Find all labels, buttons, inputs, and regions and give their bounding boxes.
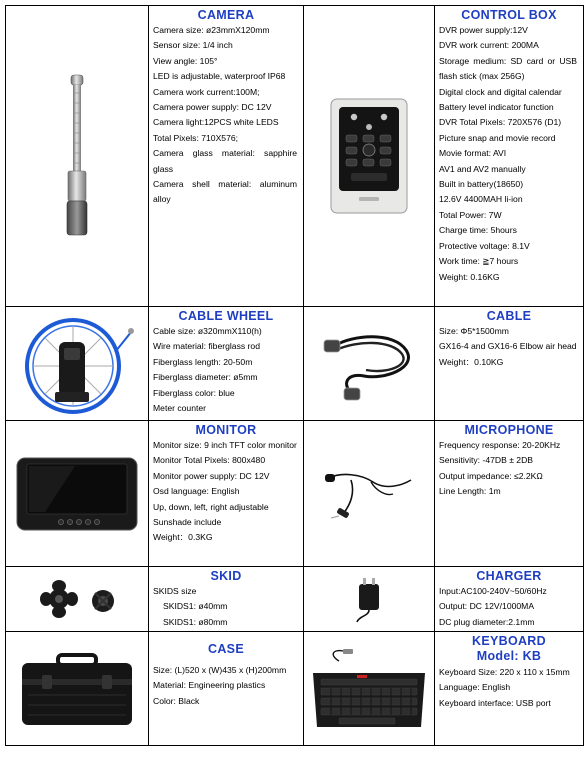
spec-line: Weight：0.10KG <box>439 356 504 367</box>
cable-wheel-image-cell <box>6 307 149 421</box>
skid-specs <box>149 583 303 630</box>
keyboard-title-line2: Model: KB <box>476 649 542 663</box>
monitor-info-cell <box>149 421 304 567</box>
spec-sheet <box>5 5 583 746</box>
camera-image <box>57 71 97 241</box>
case-image-cell <box>6 632 149 746</box>
spec-line: Battery level indicator function <box>439 102 554 113</box>
spec-line: Monitor power supply: DC 12V <box>153 470 270 481</box>
microphone-image <box>321 464 417 524</box>
spec-line: Keyboard Size: 220 x 110 x 15mm <box>439 667 570 677</box>
skid-info-cell <box>149 567 304 632</box>
monitor-title: MONITOR <box>195 423 257 437</box>
monitor-image <box>15 456 139 532</box>
spec-line: Meter counter <box>153 403 207 414</box>
spec-line: Language: English <box>439 682 511 693</box>
case-specs <box>149 662 303 709</box>
spec-line: Cable size: ø320mmX110(h) <box>153 326 262 336</box>
spec-line: Size: (L)520 x (W)435 x (H)200mm <box>153 665 287 675</box>
skid-title: SKID <box>210 569 242 583</box>
charger-info-cell <box>435 567 584 632</box>
charger-specs <box>435 583 583 630</box>
skid-image-cell <box>6 567 149 632</box>
spec-line: SKIDS size <box>153 586 197 596</box>
charger-image <box>349 574 389 624</box>
spec-line: Fiberglass color: blue <box>153 387 235 398</box>
spec-line: Protective voltage: 8.1V <box>439 240 530 251</box>
charger-image-cell <box>304 567 435 632</box>
cable-wheel-specs <box>149 323 303 416</box>
spec-line: Keyboard interface: USB port <box>439 697 551 708</box>
spec-line: Weight: 0.16KG <box>439 271 500 282</box>
spec-line: DC plug diameter:2.1mm <box>439 616 535 627</box>
spec-line: Weight：0.3KG <box>153 532 213 543</box>
spec-line: Charge time: 5hours <box>439 225 517 236</box>
spec-line: GX16-4 and GX16-6 Elbow air head <box>439 341 577 352</box>
spec-line: Frequency response: 20-20KHz <box>439 440 561 450</box>
camera-image-cell <box>6 6 149 307</box>
keyboard-title <box>435 632 583 664</box>
spec-line: Fiberglass length: 20-50m <box>153 356 253 367</box>
spec-line: DVR Total Pixels: 720X576 (D1) <box>439 117 562 128</box>
row-case-keyboard <box>6 632 584 746</box>
control-box-title: CONTROL BOX <box>461 8 557 22</box>
spec-line: Fiberglass diameter: ø5mm <box>153 372 258 383</box>
spec-line: Input:AC100-240V~50/60Hz <box>439 586 547 596</box>
spec-line: Output impedance: ≤2.2KΩ <box>439 470 543 481</box>
spec-line: Sensitivity: -47DB ± 2DB <box>439 455 534 466</box>
spec-line: AV1 and AV2 manually <box>439 163 526 174</box>
spec-line: 12.6V 4400MAH li-ion <box>439 194 523 205</box>
cable-image-cell <box>304 307 435 421</box>
keyboard-specs <box>435 664 583 711</box>
spec-line: Camera size: ø23mmX120mm <box>153 25 270 35</box>
spec-line: Monitor Total Pixels: 800x480 <box>153 455 266 466</box>
spec-line: Material: Engineering plastics <box>153 680 266 691</box>
microphone-title: MICROPHONE <box>464 423 554 437</box>
cable-title: CABLE <box>486 309 532 323</box>
spec-line: Line Length: 1m <box>439 486 501 497</box>
control-box-image-cell <box>304 6 435 307</box>
cable-wheel-image <box>17 312 137 416</box>
spec-line: Camera shell material: aluminum alloy <box>153 179 297 205</box>
keyboard-image <box>309 647 429 731</box>
spec-line: Camera light:12PCS white LEDS <box>153 117 279 128</box>
spec-table <box>5 5 584 746</box>
spec-line: Up, down, left, right adjustable <box>153 501 269 512</box>
spec-line: Work time: ≧7 hours <box>439 256 519 267</box>
spec-line: Total Power: 7W <box>439 209 502 220</box>
spec-line: Sensor size: 1/4 inch <box>153 40 233 51</box>
cable-specs <box>435 323 583 370</box>
keyboard-info-cell <box>435 632 584 746</box>
spec-line: Camera power supply: DC 12V <box>153 102 272 113</box>
cable-wheel-title: CABLE WHEEL <box>178 309 274 323</box>
spec-line: Output: DC 12V/1000MA <box>439 601 535 612</box>
spec-line: DVR power supply:12V <box>439 25 528 35</box>
spec-line: LED is adjustable, waterproof IP68 <box>153 71 286 82</box>
spec-line: SKIDS1: ø80mm <box>163 616 228 627</box>
control-box-image <box>329 97 409 215</box>
spec-line: DVR work current: 200MA <box>439 40 539 51</box>
cable-wheel-info-cell <box>149 307 304 421</box>
skid-image <box>29 577 125 621</box>
charger-title: CHARGER <box>476 569 542 583</box>
row-cable-wheel-cable <box>6 307 584 421</box>
spec-line: Camera work current:100M; <box>153 86 260 97</box>
spec-line: Digital clock and digital calendar <box>439 86 562 97</box>
microphone-image-cell <box>304 421 435 567</box>
row-monitor-microphone <box>6 421 584 567</box>
spec-line: Built in battery(18650) <box>439 179 524 190</box>
spec-line: Monitor size: 9 inch TFT color monitor <box>153 440 297 450</box>
camera-title: CAMERA <box>197 8 255 22</box>
row-camera-control-box <box>6 6 584 307</box>
spec-line: Wire material: fiberglass rod <box>153 341 260 352</box>
spec-line: Osd language: English <box>153 486 240 497</box>
control-box-info-cell <box>435 6 584 307</box>
keyboard-title-line1: KEYBOARD <box>472 634 546 648</box>
cable-info-cell <box>435 307 584 421</box>
spec-line: Movie format: AVI <box>439 148 507 159</box>
case-title: CASE <box>208 642 244 656</box>
spec-line: Sunshade include <box>153 517 222 528</box>
camera-info-cell <box>149 6 304 307</box>
spec-line: View angle: 105° <box>153 55 218 66</box>
spec-line: Total Pixels: 710X576; <box>153 132 239 143</box>
spec-line: Camera glass material: sapphire glass <box>153 148 297 174</box>
microphone-specs <box>435 437 583 500</box>
case-info-cell <box>149 632 304 746</box>
monitor-specs <box>149 437 303 546</box>
spec-line: Size: Φ5*1500mm <box>439 326 509 336</box>
keyboard-image-cell <box>304 632 435 746</box>
control-box-specs <box>435 22 583 285</box>
cable-image <box>314 324 424 404</box>
spec-line: Picture snap and movie record <box>439 132 556 143</box>
row-skid-charger <box>6 567 584 632</box>
monitor-image-cell <box>6 421 149 567</box>
case-image <box>18 649 136 729</box>
spec-line: Storage medium: SD card or USB flash stick (max 256G) <box>439 55 577 82</box>
spec-line: Color: Black <box>153 695 200 706</box>
microphone-info-cell <box>435 421 584 567</box>
spec-line: SKIDS1: ø40mm <box>163 601 228 612</box>
camera-specs <box>149 22 303 208</box>
